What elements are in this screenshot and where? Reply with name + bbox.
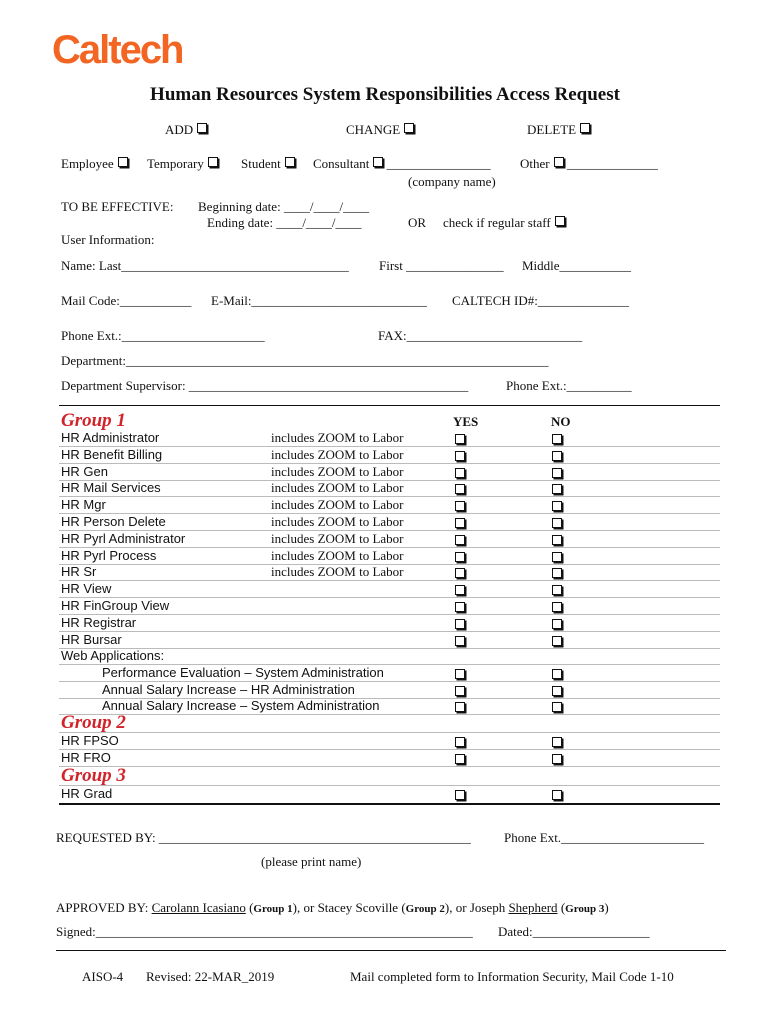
web-application-name: Annual Salary Increase – System Administration (102, 698, 380, 713)
no-checkbox[interactable] (552, 790, 562, 800)
zoom-note: includes ZOOM to Labor (271, 480, 404, 495)
no-checkbox[interactable] (552, 619, 562, 629)
no-checkbox[interactable] (552, 535, 562, 545)
company-name-caption: (company name) (408, 174, 496, 189)
yes-checkbox[interactable] (455, 790, 465, 800)
mail-code-field[interactable]: Mail Code:___________ (61, 293, 192, 308)
web-application-name: Annual Salary Increase – HR Administration (102, 682, 355, 697)
responsibility-name: HR Gen (61, 464, 108, 479)
student-option[interactable]: Student (241, 156, 295, 172)
responsibility-name: HR Pyrl Administrator (61, 531, 186, 546)
responsibility-name: HR FRO (61, 750, 111, 765)
yes-checkbox[interactable] (455, 468, 465, 478)
zoom-note: includes ZOOM to Labor (271, 548, 404, 563)
or-label: OR (408, 215, 427, 230)
no-column-header: NO (551, 414, 571, 429)
web-application-name: Performance Evaluation – System Administration (102, 665, 384, 680)
yes-checkbox[interactable] (455, 669, 465, 679)
delete-checkbox[interactable] (580, 123, 590, 133)
no-checkbox[interactable] (552, 484, 562, 494)
dated-field[interactable]: Dated:__________________ (498, 924, 650, 939)
no-checkbox[interactable] (552, 501, 562, 511)
signed-field[interactable]: Signed:__________________________________________________________ (56, 924, 473, 939)
responsibility-name: HR FinGroup View (61, 598, 170, 613)
requested-phone-field[interactable]: Phone Ext.______________________ (504, 830, 705, 845)
no-checkbox[interactable] (552, 737, 562, 747)
responsibility-name: HR Grad (61, 786, 113, 801)
employee-option[interactable]: Employee (61, 156, 128, 172)
no-checkbox[interactable] (552, 669, 562, 679)
last-name-field[interactable]: Name: Last___________________________________ (61, 258, 349, 273)
consultant-company-field[interactable]: ________________ (386, 156, 491, 171)
supervisor-phone-field[interactable]: Phone Ext.:__________ (506, 378, 632, 393)
yes-checkbox[interactable] (455, 702, 465, 712)
responsibility-name: HR Person Delete (61, 514, 166, 529)
delete-option[interactable]: DELETE (527, 122, 590, 138)
other-checkbox[interactable] (554, 157, 564, 167)
temporary-checkbox[interactable] (208, 157, 218, 167)
web-applications-heading: Web Applications: (61, 648, 165, 663)
yes-checkbox[interactable] (455, 535, 465, 545)
regular-staff-option[interactable]: check if regular staff (443, 215, 565, 231)
responsibility-name: HR Registrar (61, 615, 137, 630)
zoom-note: includes ZOOM to Labor (271, 430, 404, 445)
yes-checkbox[interactable] (455, 434, 465, 444)
revision-date: Revised: 22-MAR_2019 (146, 969, 275, 984)
no-checkbox[interactable] (552, 602, 562, 612)
department-field[interactable]: Department:_________________________________________________________________ (61, 353, 549, 368)
yes-checkbox[interactable] (455, 552, 465, 562)
supervisor-field[interactable]: Department Supervisor: ___________________________________________ (61, 378, 469, 393)
yes-checkbox[interactable] (455, 686, 465, 696)
other-option[interactable]: Other ______________ (520, 156, 658, 171)
no-checkbox[interactable] (552, 686, 562, 696)
zoom-note: includes ZOOM to Labor (271, 497, 404, 512)
change-option[interactable]: CHANGE (346, 122, 414, 138)
zoom-note: includes ZOOM to Labor (271, 464, 404, 479)
group3-label: Group 3 (61, 765, 126, 786)
page-title: Human Resources System Responsibilities Access Request (150, 84, 620, 105)
yes-checkbox[interactable] (455, 501, 465, 511)
yes-checkbox[interactable] (455, 602, 465, 612)
responsibility-name: HR FPSO (61, 733, 119, 748)
middle-name-field[interactable]: Middle___________ (522, 258, 632, 273)
yes-checkbox[interactable] (455, 754, 465, 764)
yes-checkbox[interactable] (455, 451, 465, 461)
change-checkbox[interactable] (404, 123, 414, 133)
add-checkbox[interactable] (197, 123, 207, 133)
yes-column-header: YES (453, 414, 479, 429)
responsibility-name: HR Mgr (61, 497, 106, 512)
yes-checkbox[interactable] (455, 619, 465, 629)
yes-checkbox[interactable] (455, 636, 465, 646)
no-checkbox[interactable] (552, 451, 562, 461)
approved-by: APPROVED BY: Carolann Icasiano (Group 1), or Stacey Scoville (Group 2), or Joseph Shepherd (Group 3) (56, 900, 609, 915)
caltech-id-field[interactable]: CALTECH ID#:______________ (452, 293, 629, 308)
employee-checkbox[interactable] (118, 157, 128, 167)
no-checkbox[interactable] (552, 468, 562, 478)
student-checkbox[interactable] (285, 157, 295, 167)
zoom-note: includes ZOOM to Labor (271, 564, 404, 579)
add-option[interactable]: ADD (165, 122, 207, 138)
regular-staff-checkbox[interactable] (555, 216, 565, 226)
beginning-date-field[interactable]: Beginning date: ____/____/____ (198, 199, 370, 214)
no-checkbox[interactable] (552, 552, 562, 562)
responsibility-name: HR Pyrl Process (61, 548, 157, 563)
no-checkbox[interactable] (552, 518, 562, 528)
form-code: AISO-4 (82, 969, 124, 984)
responsibility-name: HR View (61, 581, 112, 596)
responsibility-name: HR Mail Services (61, 480, 161, 495)
first-name-field[interactable]: First _______________ (379, 258, 504, 273)
phone-ext-field[interactable]: Phone Ext.:______________________ (61, 328, 265, 343)
no-checkbox[interactable] (552, 585, 562, 595)
mail-instructions: Mail completed form to Information Security, Mail Code 1-10 (350, 969, 674, 984)
temporary-option[interactable]: Temporary (147, 156, 218, 172)
zoom-note: includes ZOOM to Labor (271, 447, 404, 462)
zoom-note: includes ZOOM to Labor (271, 514, 404, 529)
responsibility-name: HR Benefit Billing (61, 447, 163, 462)
responsibility-name: HR Sr (61, 564, 97, 579)
no-checkbox[interactable] (552, 434, 562, 444)
email-field[interactable]: E-Mail:___________________________ (211, 293, 427, 308)
no-checkbox[interactable] (552, 702, 562, 712)
yes-checkbox[interactable] (455, 484, 465, 494)
no-checkbox[interactable] (552, 568, 562, 578)
no-checkbox[interactable] (552, 636, 562, 646)
caltech-logo: Caltech (52, 28, 183, 72)
zoom-note: includes ZOOM to Labor (271, 531, 404, 546)
fax-field[interactable]: FAX:___________________________ (378, 328, 583, 343)
group2-label: Group 2 (61, 712, 126, 733)
consultant-checkbox[interactable] (373, 157, 383, 167)
print-name-caption: (please print name) (261, 854, 362, 869)
responsibility-name: HR Bursar (61, 632, 122, 647)
other-field[interactable]: ______________ (566, 156, 658, 171)
yes-checkbox[interactable] (455, 518, 465, 528)
responsibility-name: HR Administrator (61, 430, 160, 445)
effective-label: TO BE EFFECTIVE: (61, 199, 174, 214)
user-info-heading: User Information: (61, 232, 155, 247)
yes-checkbox[interactable] (455, 585, 465, 595)
ending-date-field[interactable]: Ending date: ____/____/____ (207, 215, 362, 230)
group1-label: Group 1 (61, 410, 126, 431)
consultant-option[interactable]: Consultant ________________ (313, 156, 491, 171)
requested-by-field[interactable]: REQUESTED BY: ________________________________________________ (56, 830, 471, 845)
no-checkbox[interactable] (552, 754, 562, 764)
yes-checkbox[interactable] (455, 737, 465, 747)
yes-checkbox[interactable] (455, 568, 465, 578)
